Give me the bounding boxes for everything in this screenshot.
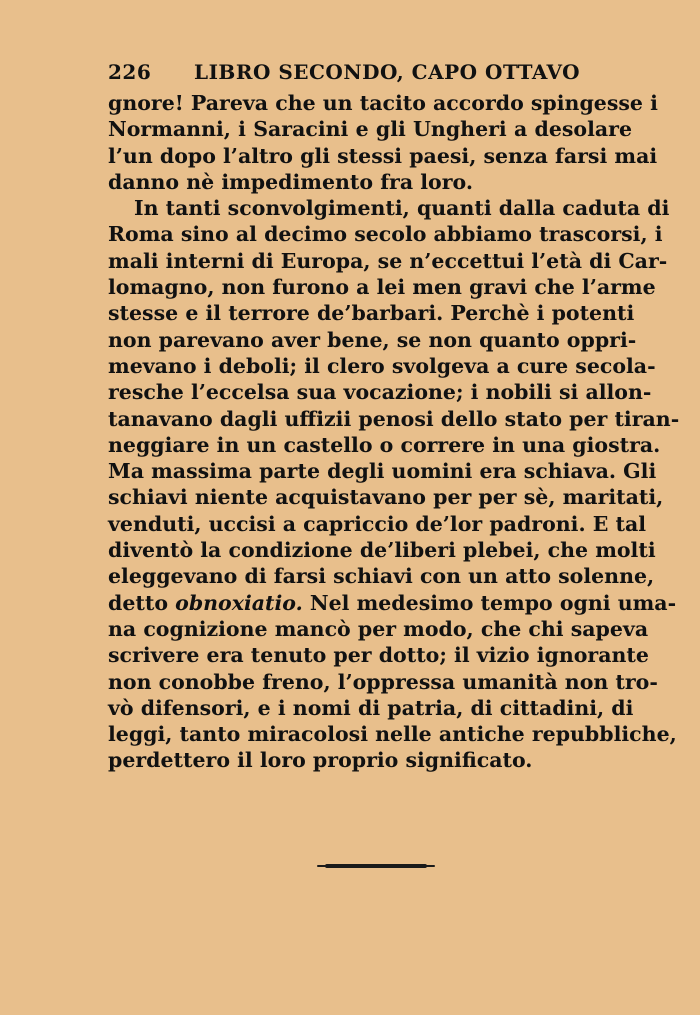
page-header xyxy=(108,60,632,90)
text-line: neggiare in un castello o correre in una giostra. xyxy=(108,432,661,457)
text-line: vò difensori, e i nomi di patria, di cittadini, di xyxy=(108,695,634,720)
text-line: leggi, tanto miracolosi nelle antiche repubbliche, xyxy=(108,722,677,747)
text-line: perdettero il loro proprio significato. xyxy=(108,748,533,773)
text-line: Ma massima parte degli uomini era schiava. Gli xyxy=(108,459,657,484)
italic-term: obnoxiatio. xyxy=(175,590,303,615)
text-line: In tanti sconvolgimenti, quanti dalla caduta di xyxy=(134,196,670,221)
text-line-with-italic xyxy=(108,590,677,616)
text-line: Normanni, i Saracini e gli Ungheri a desolare xyxy=(108,117,632,142)
end-of-chapter-rule xyxy=(325,864,427,868)
text-line: l’un dopo l’altro gli stessi paesi, senza farsi mai xyxy=(108,143,658,168)
text-line: gnore! Pareva che un tacito accordo spingesse i xyxy=(108,91,658,115)
text-line: diventò la condizione de’liberi plebei, che molti xyxy=(108,538,656,563)
text-line: schiavi niente acquistavano per per sè, maritati, xyxy=(108,485,664,510)
text-line: mevano i deboli; il clero svolgeva a cure secola- xyxy=(108,353,656,378)
text-line: non parevano aver bene, se non quanto oppri- xyxy=(108,327,637,352)
text-line: scrivere era tenuto per dotto; il vizio ignorante xyxy=(108,643,649,668)
text-line: venduti, uccisi a capriccio de’lor padroni. E tal xyxy=(108,511,647,536)
text-line: lomagno, non furono a lei men gravi che l’arme xyxy=(108,275,656,300)
text-segment: Nel medesimo tempo ogni uma- xyxy=(302,590,677,615)
page-number: 226 xyxy=(108,60,152,84)
text-line: mali interni di Europa, se n’eccettui l’età di Car- xyxy=(108,248,668,273)
text-segment: detto xyxy=(108,590,176,615)
text-line: na cognizione mancò per modo, che chi sapeva xyxy=(108,616,649,641)
paragraph-2 xyxy=(108,195,680,774)
text-line: tanavano dagli uffizii penosi dello stato per tiran- xyxy=(108,406,680,431)
text-line: eleggevano di farsi schiavi con un atto solenne, xyxy=(108,564,655,589)
text-line: Roma sino al decimo secolo abbiamo trascorsi, i xyxy=(108,222,663,247)
text-line: danno nè impedimento fra loro. xyxy=(108,169,473,194)
body-text xyxy=(108,90,680,774)
book-page xyxy=(108,60,680,774)
text-line: resche l’eccelsa sua vocazione; i nobili si allon- xyxy=(108,380,652,405)
text-line: stesse e il terrore de’barbari. Perchè i potenti xyxy=(108,301,635,326)
running-title: LIBRO SECONDO, CAPO OTTAVO xyxy=(194,60,581,84)
text-line: non conobbe freno, l’oppressa umanità non tro- xyxy=(108,669,658,694)
paragraph-1 xyxy=(108,90,658,195)
